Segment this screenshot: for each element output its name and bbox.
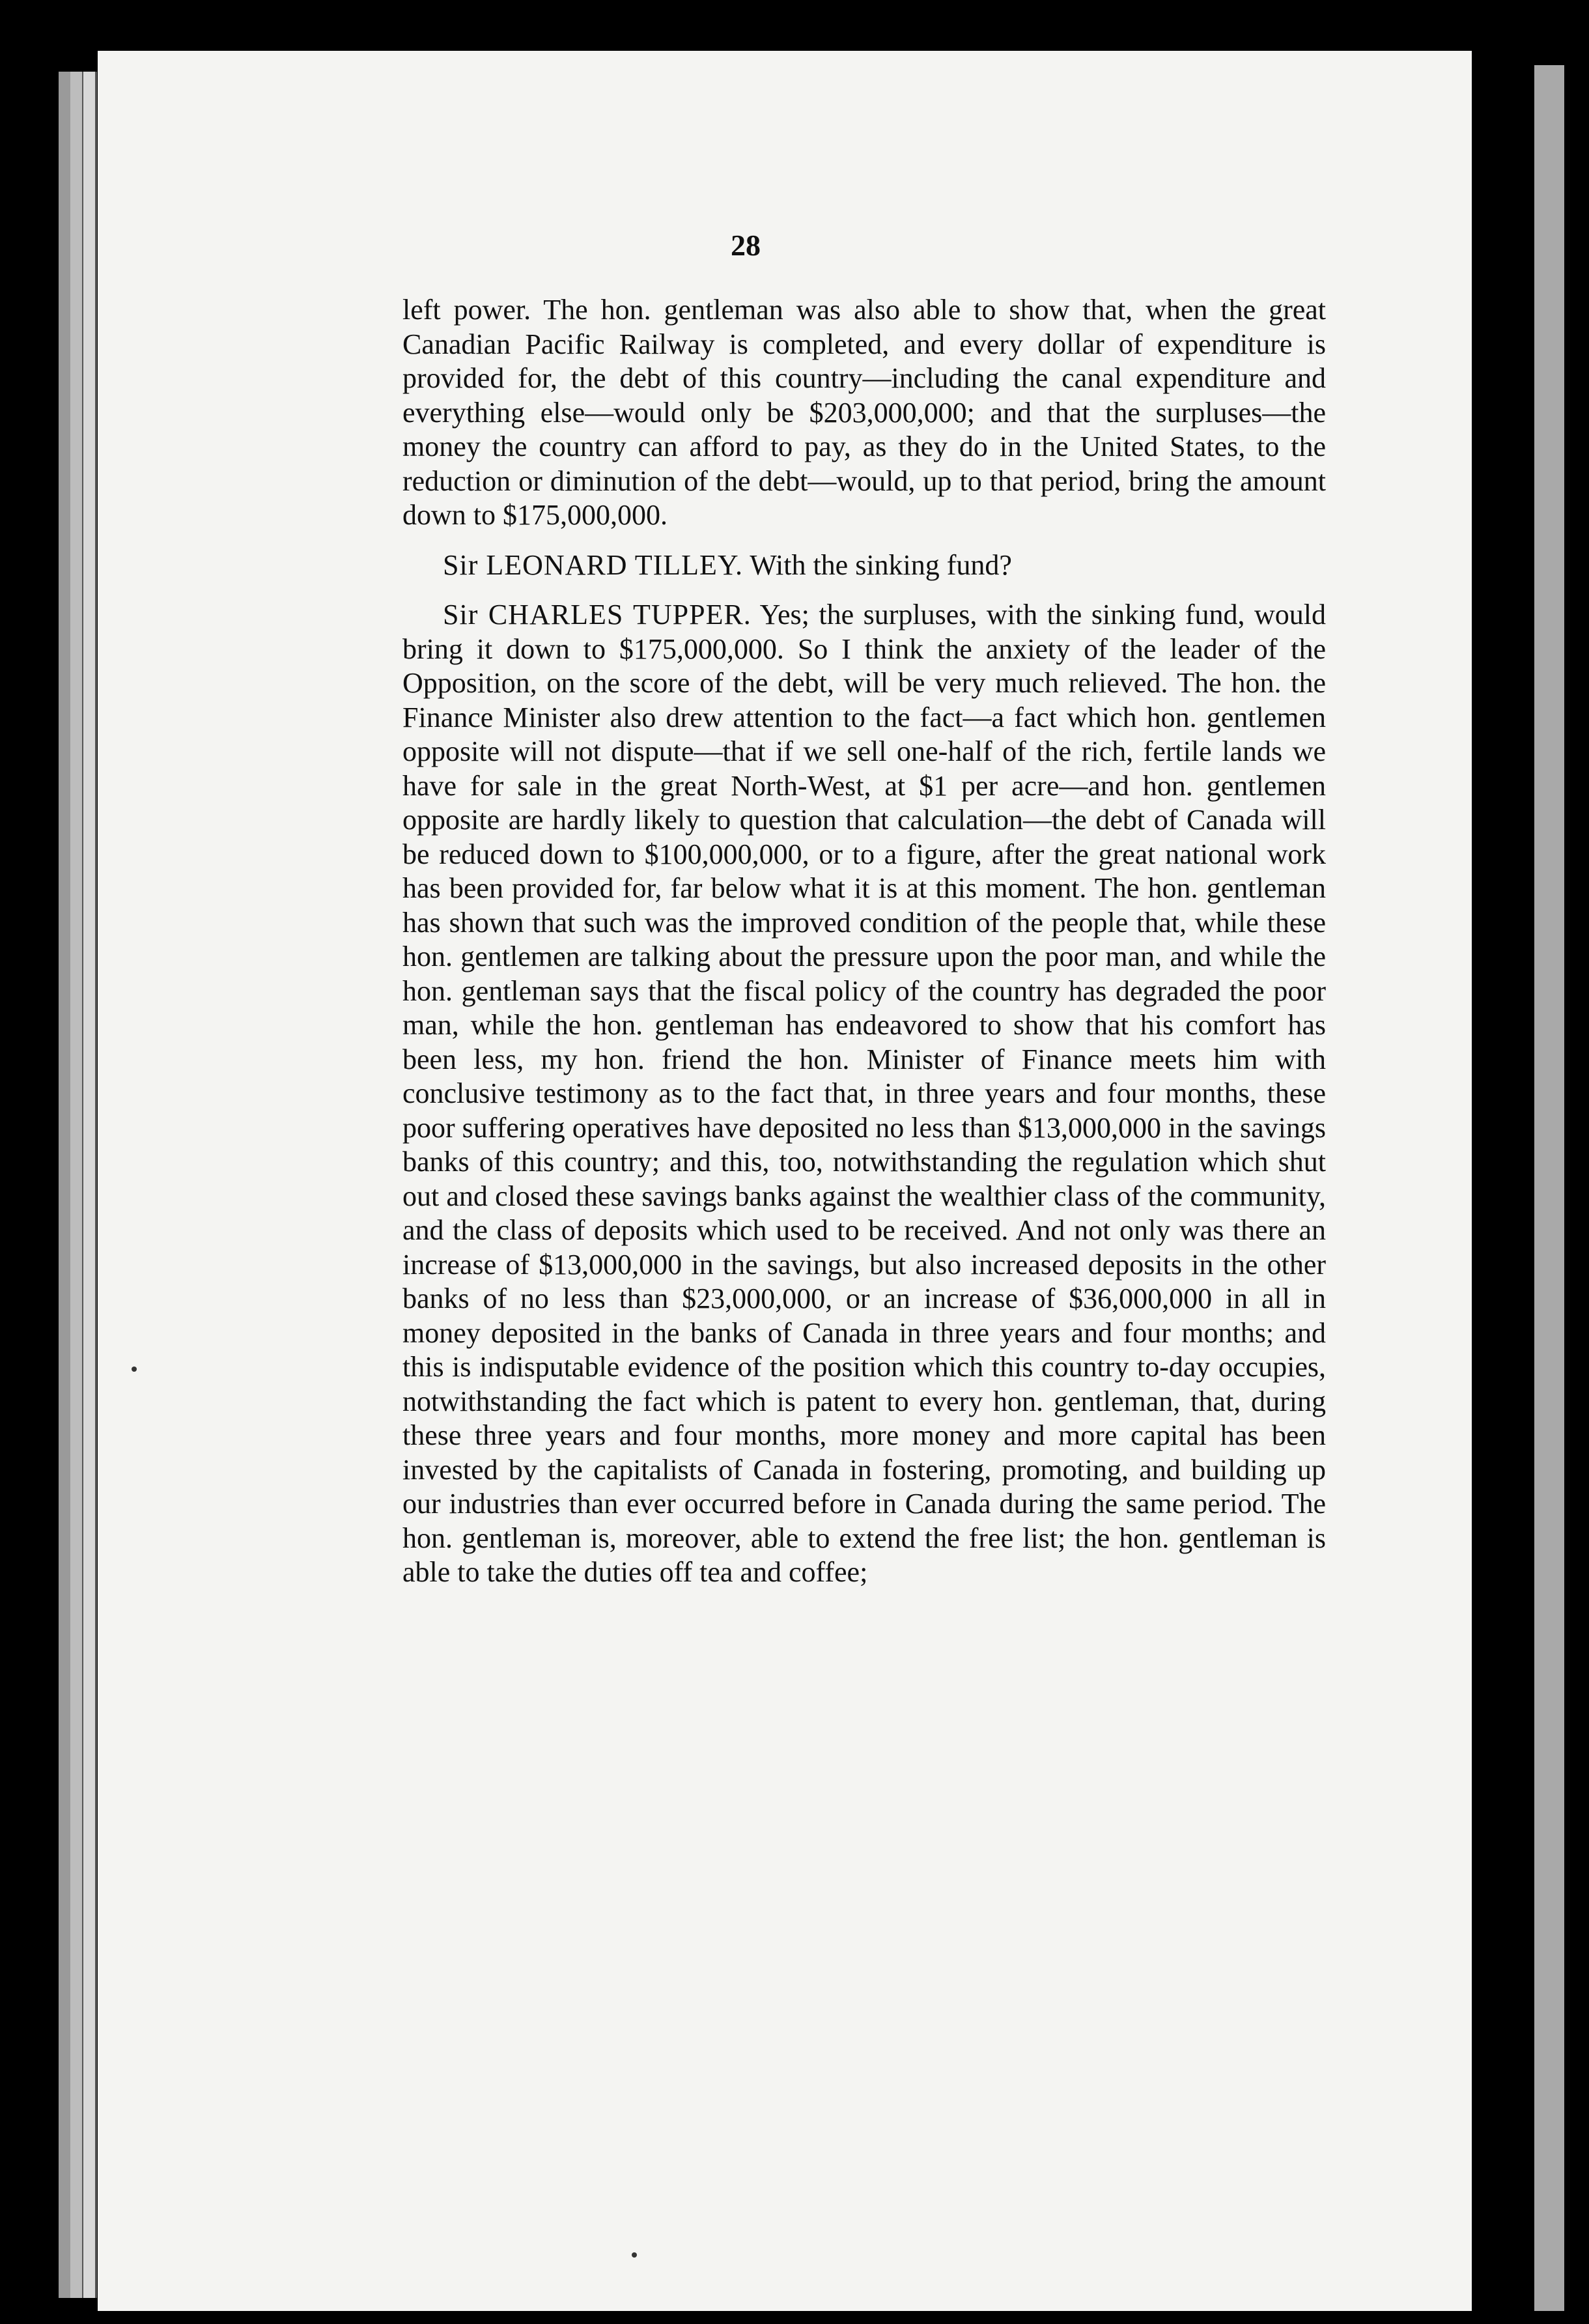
paragraph-tilley [402, 548, 1326, 583]
ink-speck [132, 1367, 137, 1372]
page-edge [70, 72, 84, 2298]
speaker-name: Sir CHARLES TUPPER. [443, 599, 752, 631]
page-edge-right [1534, 65, 1564, 2311]
body-text [402, 293, 1326, 1606]
page-number: 28 [731, 229, 761, 262]
paragraph-tupper [402, 598, 1326, 1590]
speaker-name: Sir LEONARD TILLEY. [443, 548, 744, 581]
paragraph-text: Yes; the surpluses, with the sinking fund, would bring it down to $175,000,000. So I think the anxiety of the leader of the Opposition, on the score of the debt, will be very much relieved. The hon. the Finance Minister also drew attention to the fact—a fact which hon. gentlemen opposite will not dispute—that if we sell one-half of the rich, fertile lands we have for sale in the great North-West, at $1 per acre—and hon. gentlemen opposite are hardly likely to question that calculation—the debt of Canada will be reduced down to $100,000,000, or to a figure, after the great national work has been provided for, far below what it is at this moment. The hon. gentleman has shown that such was the improved condition of the people that, while these hon. gentlemen are talking about the pressure upon the poor man, and while the hon. gentleman says that the fiscal policy of the country has degraded the poor man, while the hon. gentleman has endeavored to show that his comfort has been less, my hon. friend the hon. Minister of Finance meets him with conclusive testimony as to the fact that, in three years and four months, these poor suffering operatives have deposited no less than $13,000,000 in the savings banks of this country; and this, too, notwithstanding the regulation which shut out and closed these savings banks against the wealthier class of the community, and the class of deposits which used to be received. And not only was there an increase of $13,000,000 in the savings, but also increased deposits in the other banks of no less than $23,000,000, or an increase of $36,000,000 in all in money deposited in the banks of Canada in three years and four months; and this is indisputable evidence of the position which this country to-day occupies, notwithstanding the fact which is patent to every hon. gentleman, that, during these three years and four months, more money and more capital has been invested by the capitalists of Canada in fostering, promoting, and building up our industries than ever occurred before in Canada during the same period. The hon. gentleman is, moreover, able to extend the free list; the hon. gentleman is able to take the duties off tea and coffee; [402, 599, 1326, 1588]
paragraph-text: With the sinking fund? [743, 548, 1012, 581]
ink-speck [632, 2252, 637, 2258]
paragraph-text: left power. The hon. gentleman was also able to show that, when the great Canadian Pacific Railway is completed, and every dollar of expenditure is provided for, the debt of this country—including the canal expenditure and everything else—would only be $203,000,000; and that the surpluses—the money the country can afford to pay, as they do in the United States, to the reduction or diminution of the debt—would, up to that period, bring the amount down to $175,000,000. [402, 294, 1326, 531]
page-edge [83, 72, 97, 2298]
paragraph-continuation [402, 293, 1326, 533]
